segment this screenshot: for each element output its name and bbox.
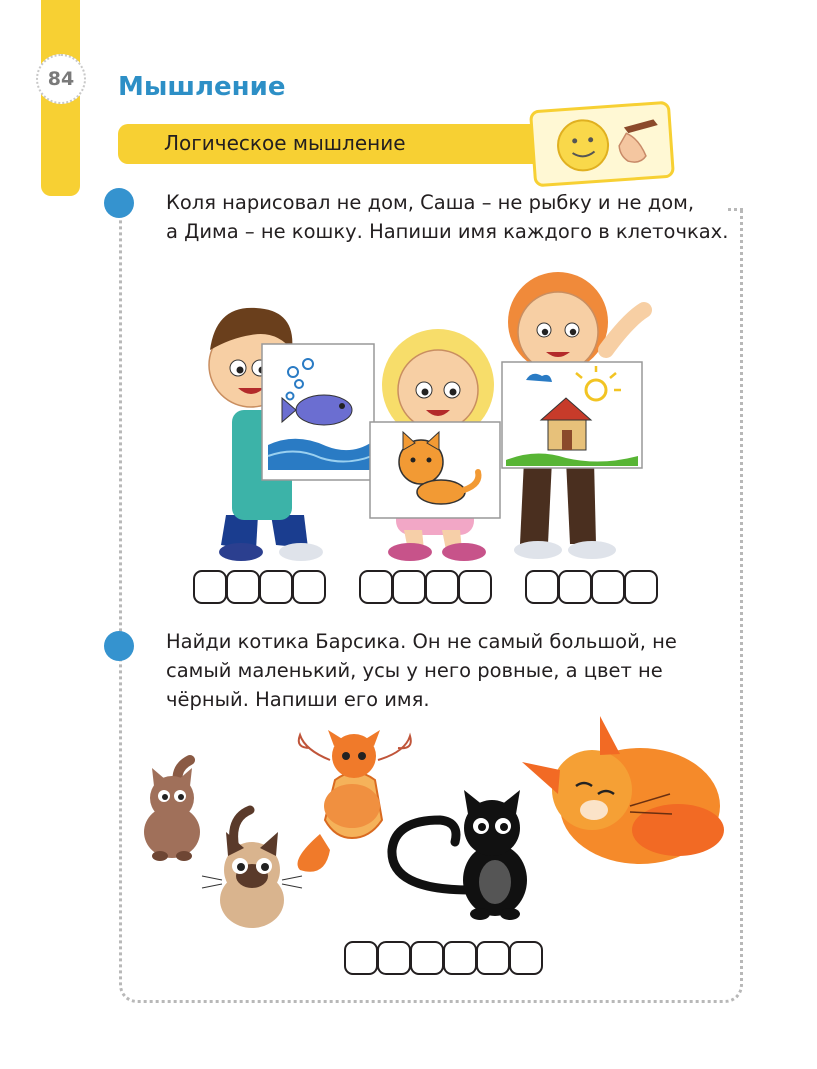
answer-boxes-group-1 [193,570,325,604]
topic-label: Логическое мышление [164,131,406,155]
answer-box[interactable] [476,941,510,975]
cats-illustration [130,710,730,940]
answer-box[interactable] [410,941,444,975]
task-2-line-2: самый маленький, усы у него ровные, а цвет не [166,659,663,682]
answer-box[interactable] [377,941,411,975]
answer-box[interactable] [443,941,477,975]
answer-box[interactable] [259,570,293,604]
answer-box[interactable] [226,570,260,604]
answer-box[interactable] [359,570,393,604]
task-1-bullet [104,188,134,218]
black-cat [392,790,527,920]
fish-drawing [262,344,374,480]
answer-box[interactable] [425,570,459,604]
answer-boxes-group-3 [525,570,657,604]
answer-box[interactable] [193,570,227,604]
task-2-text [166,627,677,714]
section-title: Мышление [118,72,286,102]
answer-box[interactable] [458,570,492,604]
task-1-text [166,188,728,246]
answer-box[interactable] [292,570,326,604]
sun-drawing-card-icon [527,101,677,187]
answer-boxes-group-2 [359,570,491,604]
task-2-bullet [104,631,134,661]
answer-boxes-group-4 [344,941,542,975]
exercise-frame-top [728,208,743,211]
big-orange-lying-cat [522,716,724,864]
task-2-line-1: Найди котика Барсика. Он не самый большой, не [166,630,677,653]
children-with-drawings-illustration [196,260,676,570]
page-number: 84 [36,54,86,104]
answer-box[interactable] [624,570,658,604]
task-1-line-1: Коля нарисовал не дом, Саша – не рыбку и не дом, [166,191,695,214]
task-2-line-3: чёрный. Напиши его имя. [166,688,430,711]
cat-drawing [370,422,500,518]
answer-box[interactable] [525,570,559,604]
answer-box[interactable] [509,941,543,975]
answer-box[interactable] [344,941,378,975]
task-1-line-2: а Дима – не кошку. Напиши имя каждого в клеточках. [166,220,729,243]
siamese-cat [202,810,302,928]
answer-box[interactable] [392,570,426,604]
small-brown-cat [144,760,200,861]
answer-box[interactable] [558,570,592,604]
answer-box[interactable] [591,570,625,604]
house-drawing [502,362,642,468]
